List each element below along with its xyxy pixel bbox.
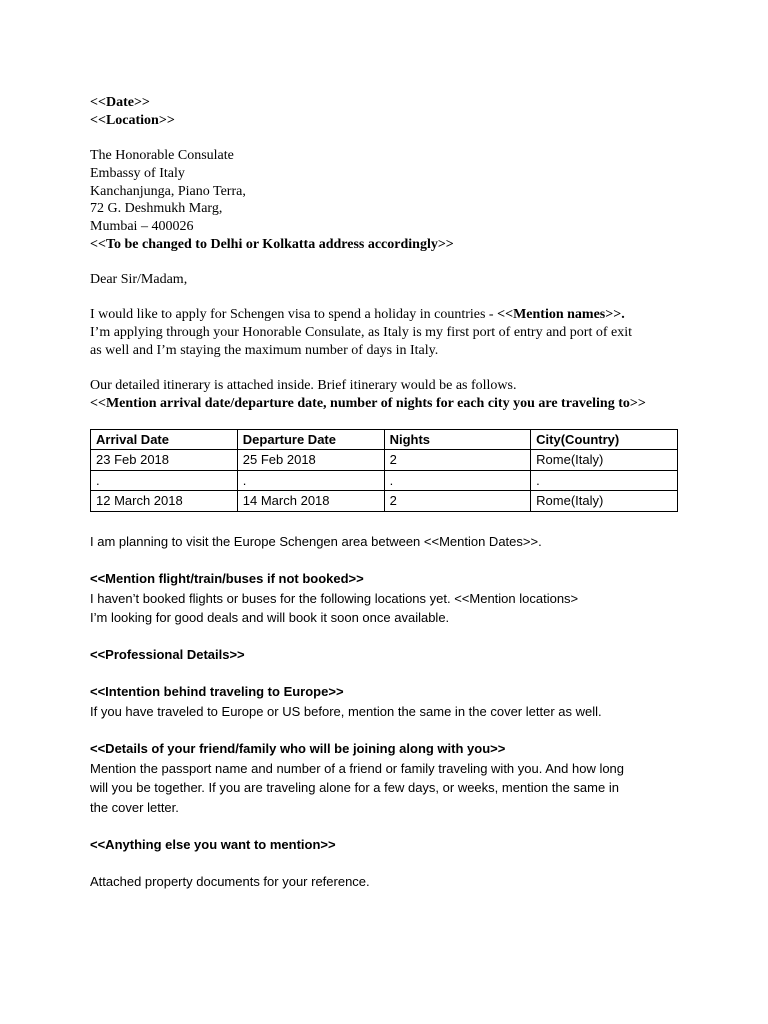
table-cell: 2 — [384, 491, 531, 512]
table-cell: 25 Feb 2018 — [237, 450, 384, 471]
address-line: Embassy of Italy — [90, 165, 185, 181]
table-row — [91, 491, 678, 512]
flight-heading: <<Mention flight/train/buses if not booked>> — [90, 571, 364, 587]
itinerary-instruction: <<Mention arrival date/departure date, number of nights for each city you are traveling to>> — [90, 395, 646, 411]
table-cell: Rome(Italy) — [531, 450, 678, 471]
location-placeholder: <<Location>> — [90, 112, 175, 128]
cover-letter — [90, 94, 680, 892]
table-cell: 2 — [384, 450, 531, 471]
date-placeholder: <<Date>> — [90, 95, 150, 110]
table-cell: . — [91, 470, 238, 491]
friend-text: will you be together. If you are traveling alone for a few days, or weeks, mention the same in — [90, 780, 619, 796]
table-cell: 14 March 2018 — [237, 491, 384, 512]
table-cell: . — [531, 470, 678, 491]
table-row — [91, 470, 678, 491]
table-cell: . — [237, 470, 384, 491]
address-line: Mumbai – 400026 — [90, 218, 194, 234]
consulate-address — [90, 147, 680, 253]
friend-text: Mention the passport name and number of a friend or family traveling with you. And how long — [90, 760, 625, 776]
table-header-row — [91, 429, 678, 450]
address-line: 72 G. Deshmukh Marg, — [90, 201, 223, 217]
column-header: Nights — [384, 429, 531, 450]
table-cell: 12 March 2018 — [91, 491, 238, 512]
table-row — [91, 450, 678, 471]
column-header: City(Country) — [531, 429, 678, 450]
flight-text: I haven’t booked flights or buses for the following locations yet. <<Mention locations> — [90, 590, 579, 606]
itinerary-text: Our detailed itinerary is attached inside. Brief itinerary would be as follows. — [90, 378, 517, 394]
intro-line: I’m applying through your Honorable Consulate, as Italy is my first port of entry and port of exit — [90, 325, 633, 341]
mention-names-close: >>. — [605, 307, 625, 323]
column-header: Arrival Date — [91, 429, 238, 450]
intention-heading: <<Intention behind traveling to Europe>> — [90, 684, 344, 700]
address-line: The Honorable Consulate — [90, 148, 234, 164]
mention-names-open: << — [497, 307, 514, 323]
address-note: <<To be changed to Delhi or Kolkatta address accordingly>> — [90, 236, 454, 252]
table-cell: Rome(Italy) — [531, 491, 678, 512]
intro-line: as well and I’m staying the maximum number of days in Italy. — [90, 342, 439, 358]
column-header: Departure Date — [237, 429, 384, 450]
professional-details: <<Professional Details>> — [90, 647, 245, 663]
letter-body — [90, 532, 680, 892]
friend-text: the cover letter. — [90, 799, 179, 815]
anything-else-heading: <<Anything else you want to mention>> — [90, 837, 336, 852]
intro-paragraph — [90, 306, 680, 359]
itinerary-table — [90, 429, 678, 512]
letter-header — [90, 94, 680, 413]
table-cell: . — [384, 470, 531, 491]
intro-text: I would like to apply for Schengen visa to spend a holiday in countries - — [90, 307, 498, 323]
planning-text: I am planning to visit the Europe Schengen area between <<Mention Dates>>. — [90, 533, 542, 549]
salutation: Dear Sir/Madam, — [90, 272, 188, 287]
friend-heading: <<Details of your friend/family who will be joining along with you>> — [90, 741, 506, 757]
flight-text: I’m looking for good deals and will book it soon once available. — [90, 610, 450, 626]
mention-names: Mention names — [513, 307, 606, 323]
attached-note: Attached property documents for your reference. — [90, 874, 370, 890]
address-line: Kanchanjunga, Piano Terra, — [90, 183, 246, 199]
table-cell: 23 Feb 2018 — [91, 450, 238, 471]
intention-text: If you have traveled to Europe or US before, mention the same in the cover letter as well. — [90, 704, 602, 720]
